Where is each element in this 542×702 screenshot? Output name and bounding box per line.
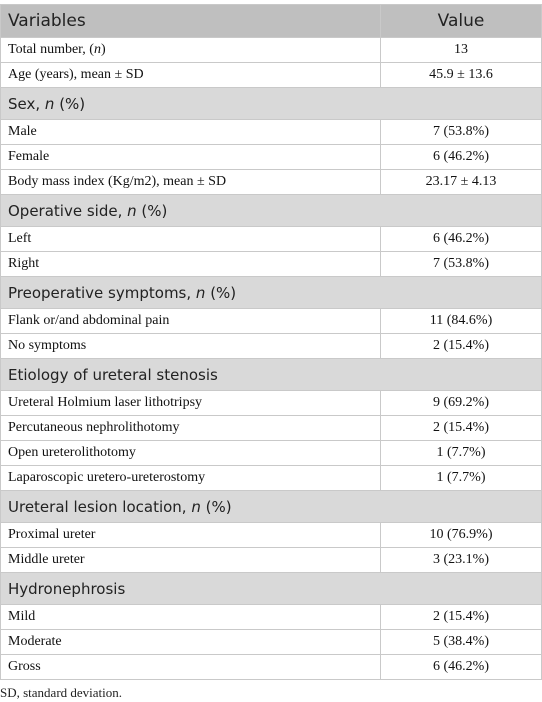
table-row — [1, 466, 542, 491]
table-row — [1, 391, 542, 416]
table-row — [1, 145, 542, 170]
section-header-row — [1, 88, 542, 120]
table-row — [1, 655, 542, 680]
row-value: 2 (15.4%) — [381, 605, 542, 630]
row-label: Percutaneous nephrolithotomy — [1, 416, 381, 441]
header-row — [1, 5, 542, 38]
row-label: Open ureterolithotomy — [1, 441, 381, 466]
section-title: Hydronephrosis — [1, 573, 542, 605]
italic-n: n — [93, 42, 101, 57]
header-value: Value — [381, 5, 542, 38]
table-row — [1, 309, 542, 334]
row-value: 2 (15.4%) — [381, 416, 542, 441]
italic-n: n — [44, 94, 55, 113]
italic-n: n — [127, 201, 137, 220]
table-row — [1, 38, 542, 63]
section-header-row — [1, 277, 542, 309]
row-label: Female — [1, 145, 381, 170]
table-row — [1, 548, 542, 573]
section-header-row — [1, 491, 542, 523]
section-title: Preoperative symptoms, n (%) — [1, 277, 542, 309]
row-label: Mild — [1, 605, 381, 630]
row-value: 5 (38.4%) — [381, 630, 542, 655]
table-row — [1, 441, 542, 466]
row-label: Ureteral Holmium laser lithotripsy — [1, 391, 381, 416]
table-row — [1, 416, 542, 441]
row-label: Age (years), mean ± SD — [1, 63, 381, 88]
row-value: 1 (7.7%) — [381, 466, 542, 491]
row-label: Proximal ureter — [1, 523, 381, 548]
table-row — [1, 63, 542, 88]
row-label: Right — [1, 252, 381, 277]
section-header-row — [1, 359, 542, 391]
italic-n: n — [191, 497, 201, 516]
table-row — [1, 227, 542, 252]
row-value: 7 (53.8%) — [381, 120, 542, 145]
table-row — [1, 630, 542, 655]
row-label: Left — [1, 227, 381, 252]
italic-n: n — [195, 283, 206, 302]
row-value: 45.9 ± 13.6 — [381, 63, 542, 88]
section-title: Etiology of ureteral stenosis — [1, 359, 542, 391]
section-title: Sex, n (%) — [1, 88, 542, 120]
row-value: 3 (23.1%) — [381, 548, 542, 573]
row-label: No symptoms — [1, 334, 381, 359]
row-label: Laparoscopic uretero-ureterostomy — [1, 466, 381, 491]
section-header-row — [1, 195, 542, 227]
row-value: 6 (46.2%) — [381, 227, 542, 252]
section-header-row — [1, 573, 542, 605]
row-value: 6 (46.2%) — [381, 655, 542, 680]
row-value: 13 — [381, 38, 542, 63]
table-row — [1, 120, 542, 145]
row-value: 23.17 ± 4.13 — [381, 170, 542, 195]
row-value: 10 (76.9%) — [381, 523, 542, 548]
row-label: Male — [1, 120, 381, 145]
row-value: 6 (46.2%) — [381, 145, 542, 170]
patient-characteristics-table — [0, 4, 542, 680]
row-value: 9 (69.2%) — [381, 391, 542, 416]
table-row — [1, 252, 542, 277]
row-label: Flank or/and abdominal pain — [1, 309, 381, 334]
row-value: 11 (84.6%) — [381, 309, 542, 334]
row-label: Total number, (n) — [1, 38, 381, 63]
row-label: Moderate — [1, 630, 381, 655]
table-footnote: SD, standard deviation. — [0, 685, 123, 700]
row-label: Middle ureter — [1, 548, 381, 573]
row-label: Gross — [1, 655, 381, 680]
table-row — [1, 170, 542, 195]
header-variables: Variables — [1, 5, 381, 38]
section-title: Ureteral lesion location, n (%) — [1, 491, 542, 523]
row-value: 2 (15.4%) — [381, 334, 542, 359]
row-label: Body mass index (Kg/m2), mean ± SD — [1, 170, 381, 195]
table-row — [1, 334, 542, 359]
table-row — [1, 605, 542, 630]
row-value: 1 (7.7%) — [381, 441, 542, 466]
table-row — [1, 523, 542, 548]
row-value: 7 (53.8%) — [381, 252, 542, 277]
section-title: Operative side, n (%) — [1, 195, 542, 227]
